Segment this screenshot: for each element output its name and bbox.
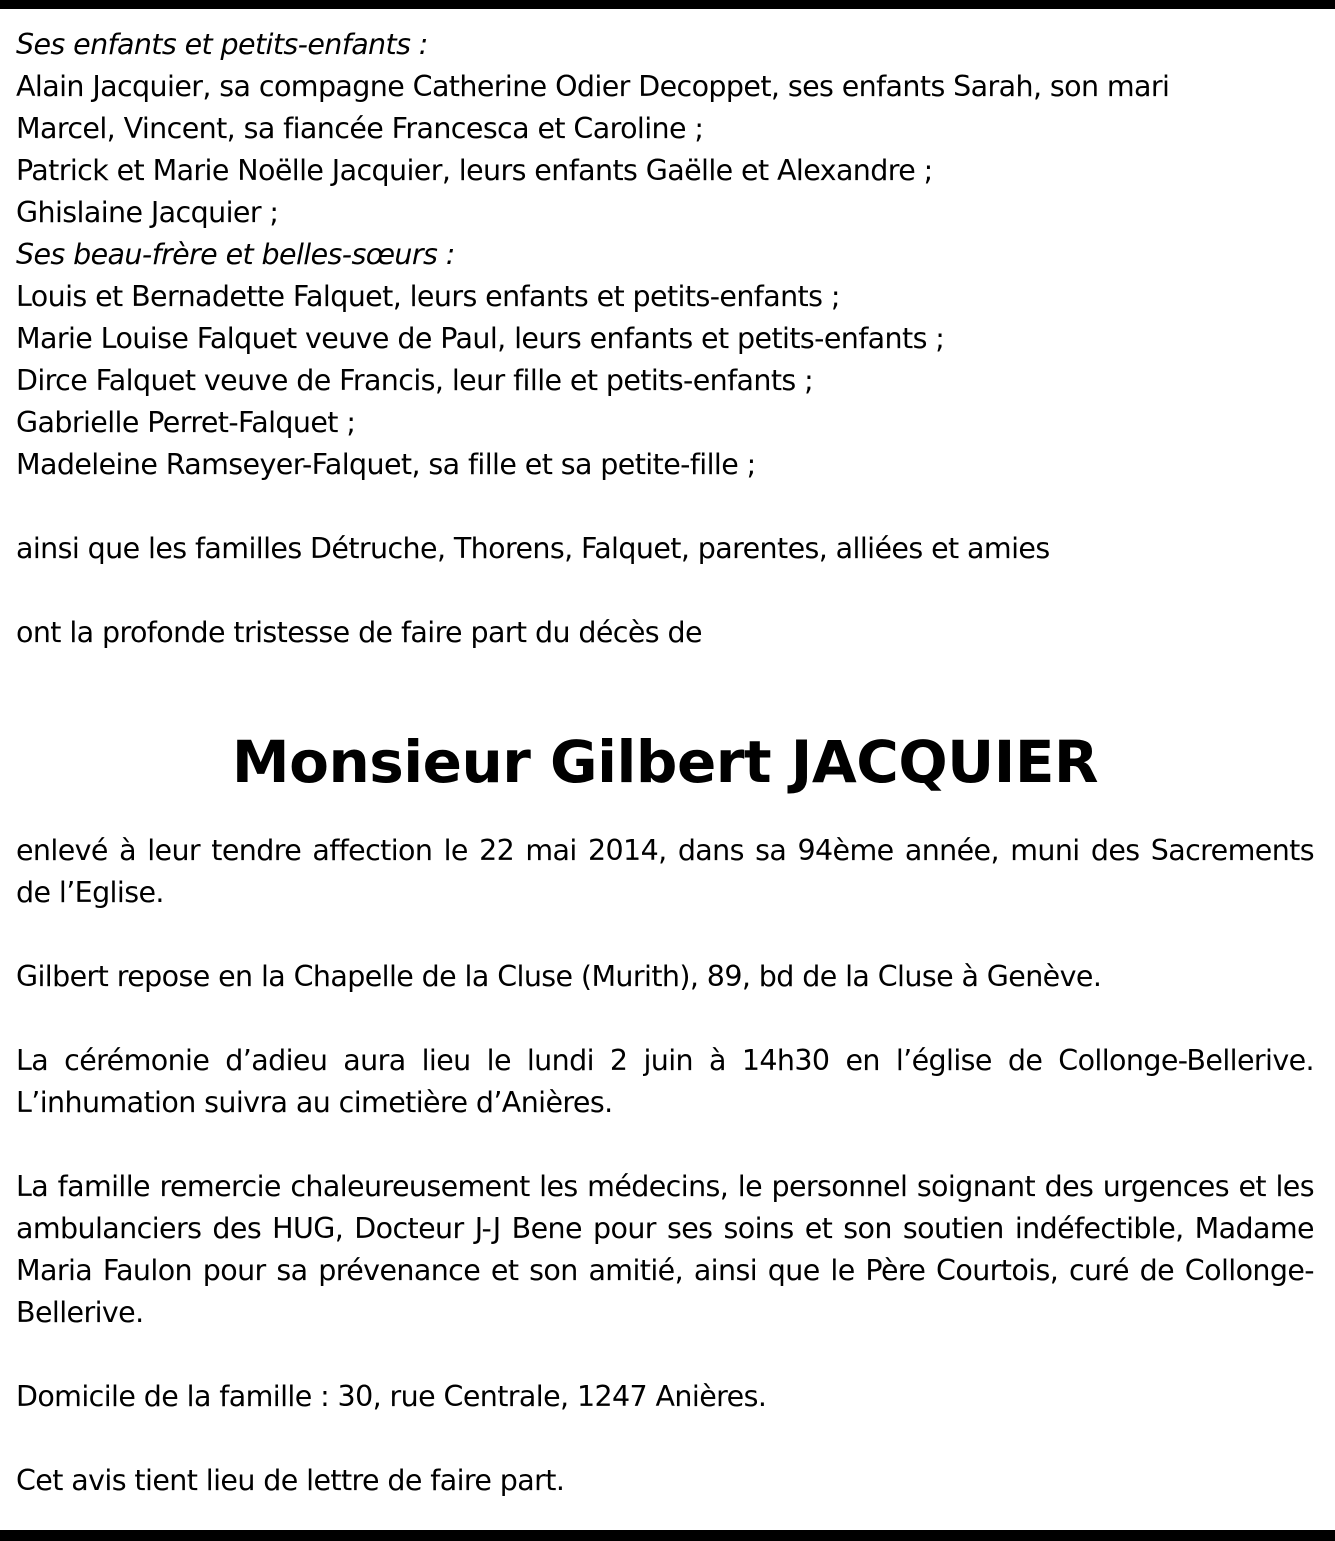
children-line: Marcel, Vincent, sa fiancée Francesca et Caroline ; xyxy=(16,112,704,145)
spacer xyxy=(16,914,1314,956)
announcement-line: ont la profonde tristesse de faire part du décès de xyxy=(16,616,702,649)
domicile-paragraph: Domicile de la famille : 30, rue Centrale, 1247 Anières. xyxy=(16,1380,767,1413)
inlaws-line: Louis et Bernadette Falquet, leurs enfants et petits-enfants ; xyxy=(16,280,840,313)
spacer xyxy=(16,654,1314,722)
spacer xyxy=(16,1418,1314,1460)
thanks-paragraph: La famille remercie chaleureusement les médecins, le personnel soignant des urgences et les ambulanciers des HUG, Docteur J-J Bene pour ses soins et son soutien indéfectible, Madame Maria Faulon pour sa prévenance et son amitié, ainsi que le Père Courtois, curé de Collonge-Bellerive. xyxy=(16,1170,1314,1329)
inlaws-line: Marie Louise Falquet veuve de Paul, leurs enfants et petits-enfants ; xyxy=(16,322,945,355)
children-heading: Ses enfants et petits-enfants : xyxy=(16,28,428,61)
children-line: Alain Jacquier, sa compagne Catherine Odier Decoppet, ses enfants Sarah, son mari xyxy=(16,70,1170,103)
spacer xyxy=(16,486,1314,528)
inlaws-line: Gabrielle Perret-Falquet ; xyxy=(16,406,356,439)
spacer xyxy=(16,570,1314,612)
spacer xyxy=(16,1124,1314,1166)
death-paragraph: enlevé à leur tendre affection le 22 mai 2014, dans sa 94ème année, muni des Sacrements de l’Eglise. xyxy=(16,834,1314,909)
families-line: ainsi que les familles Détruche, Thorens, Falquet, parentes, alliées et amies xyxy=(16,532,1050,565)
ceremony-paragraph: La cérémonie d’adieu aura lieu le lundi 2 juin à 14h30 en l’église de Collonge-Bellerive. L’inhumation suivra au cimetière d’Anières. xyxy=(16,1044,1314,1119)
inlaws-heading: Ses beau-frère et belles-sœurs : xyxy=(16,238,455,271)
inlaws-line: Dirce Falquet veuve de Francis, leur fille et petits-enfants ; xyxy=(16,364,814,397)
closing-paragraph: Cet avis tient lieu de lettre de faire part. xyxy=(16,1464,565,1497)
spacer xyxy=(16,998,1314,1040)
repose-paragraph: Gilbert repose en la Chapelle de la Cluse (Murith), 89, bd de la Cluse à Genève. xyxy=(16,960,1102,993)
spacer xyxy=(16,802,1314,830)
children-line: Ghislaine Jacquier ; xyxy=(16,196,279,229)
inlaws-line: Madeleine Ramseyer-Falquet, sa fille et sa petite-fille ; xyxy=(16,448,756,481)
spacer xyxy=(16,1334,1314,1376)
deceased-name: Monsieur Gilbert JACQUIER xyxy=(231,728,1099,796)
top-border-rule xyxy=(0,0,1335,9)
children-line: Patrick et Marie Noëlle Jacquier, leurs enfants Gaëlle et Alexandre ; xyxy=(16,154,933,187)
obituary-notice xyxy=(16,24,1314,1502)
bottom-border-rule xyxy=(0,1530,1335,1541)
